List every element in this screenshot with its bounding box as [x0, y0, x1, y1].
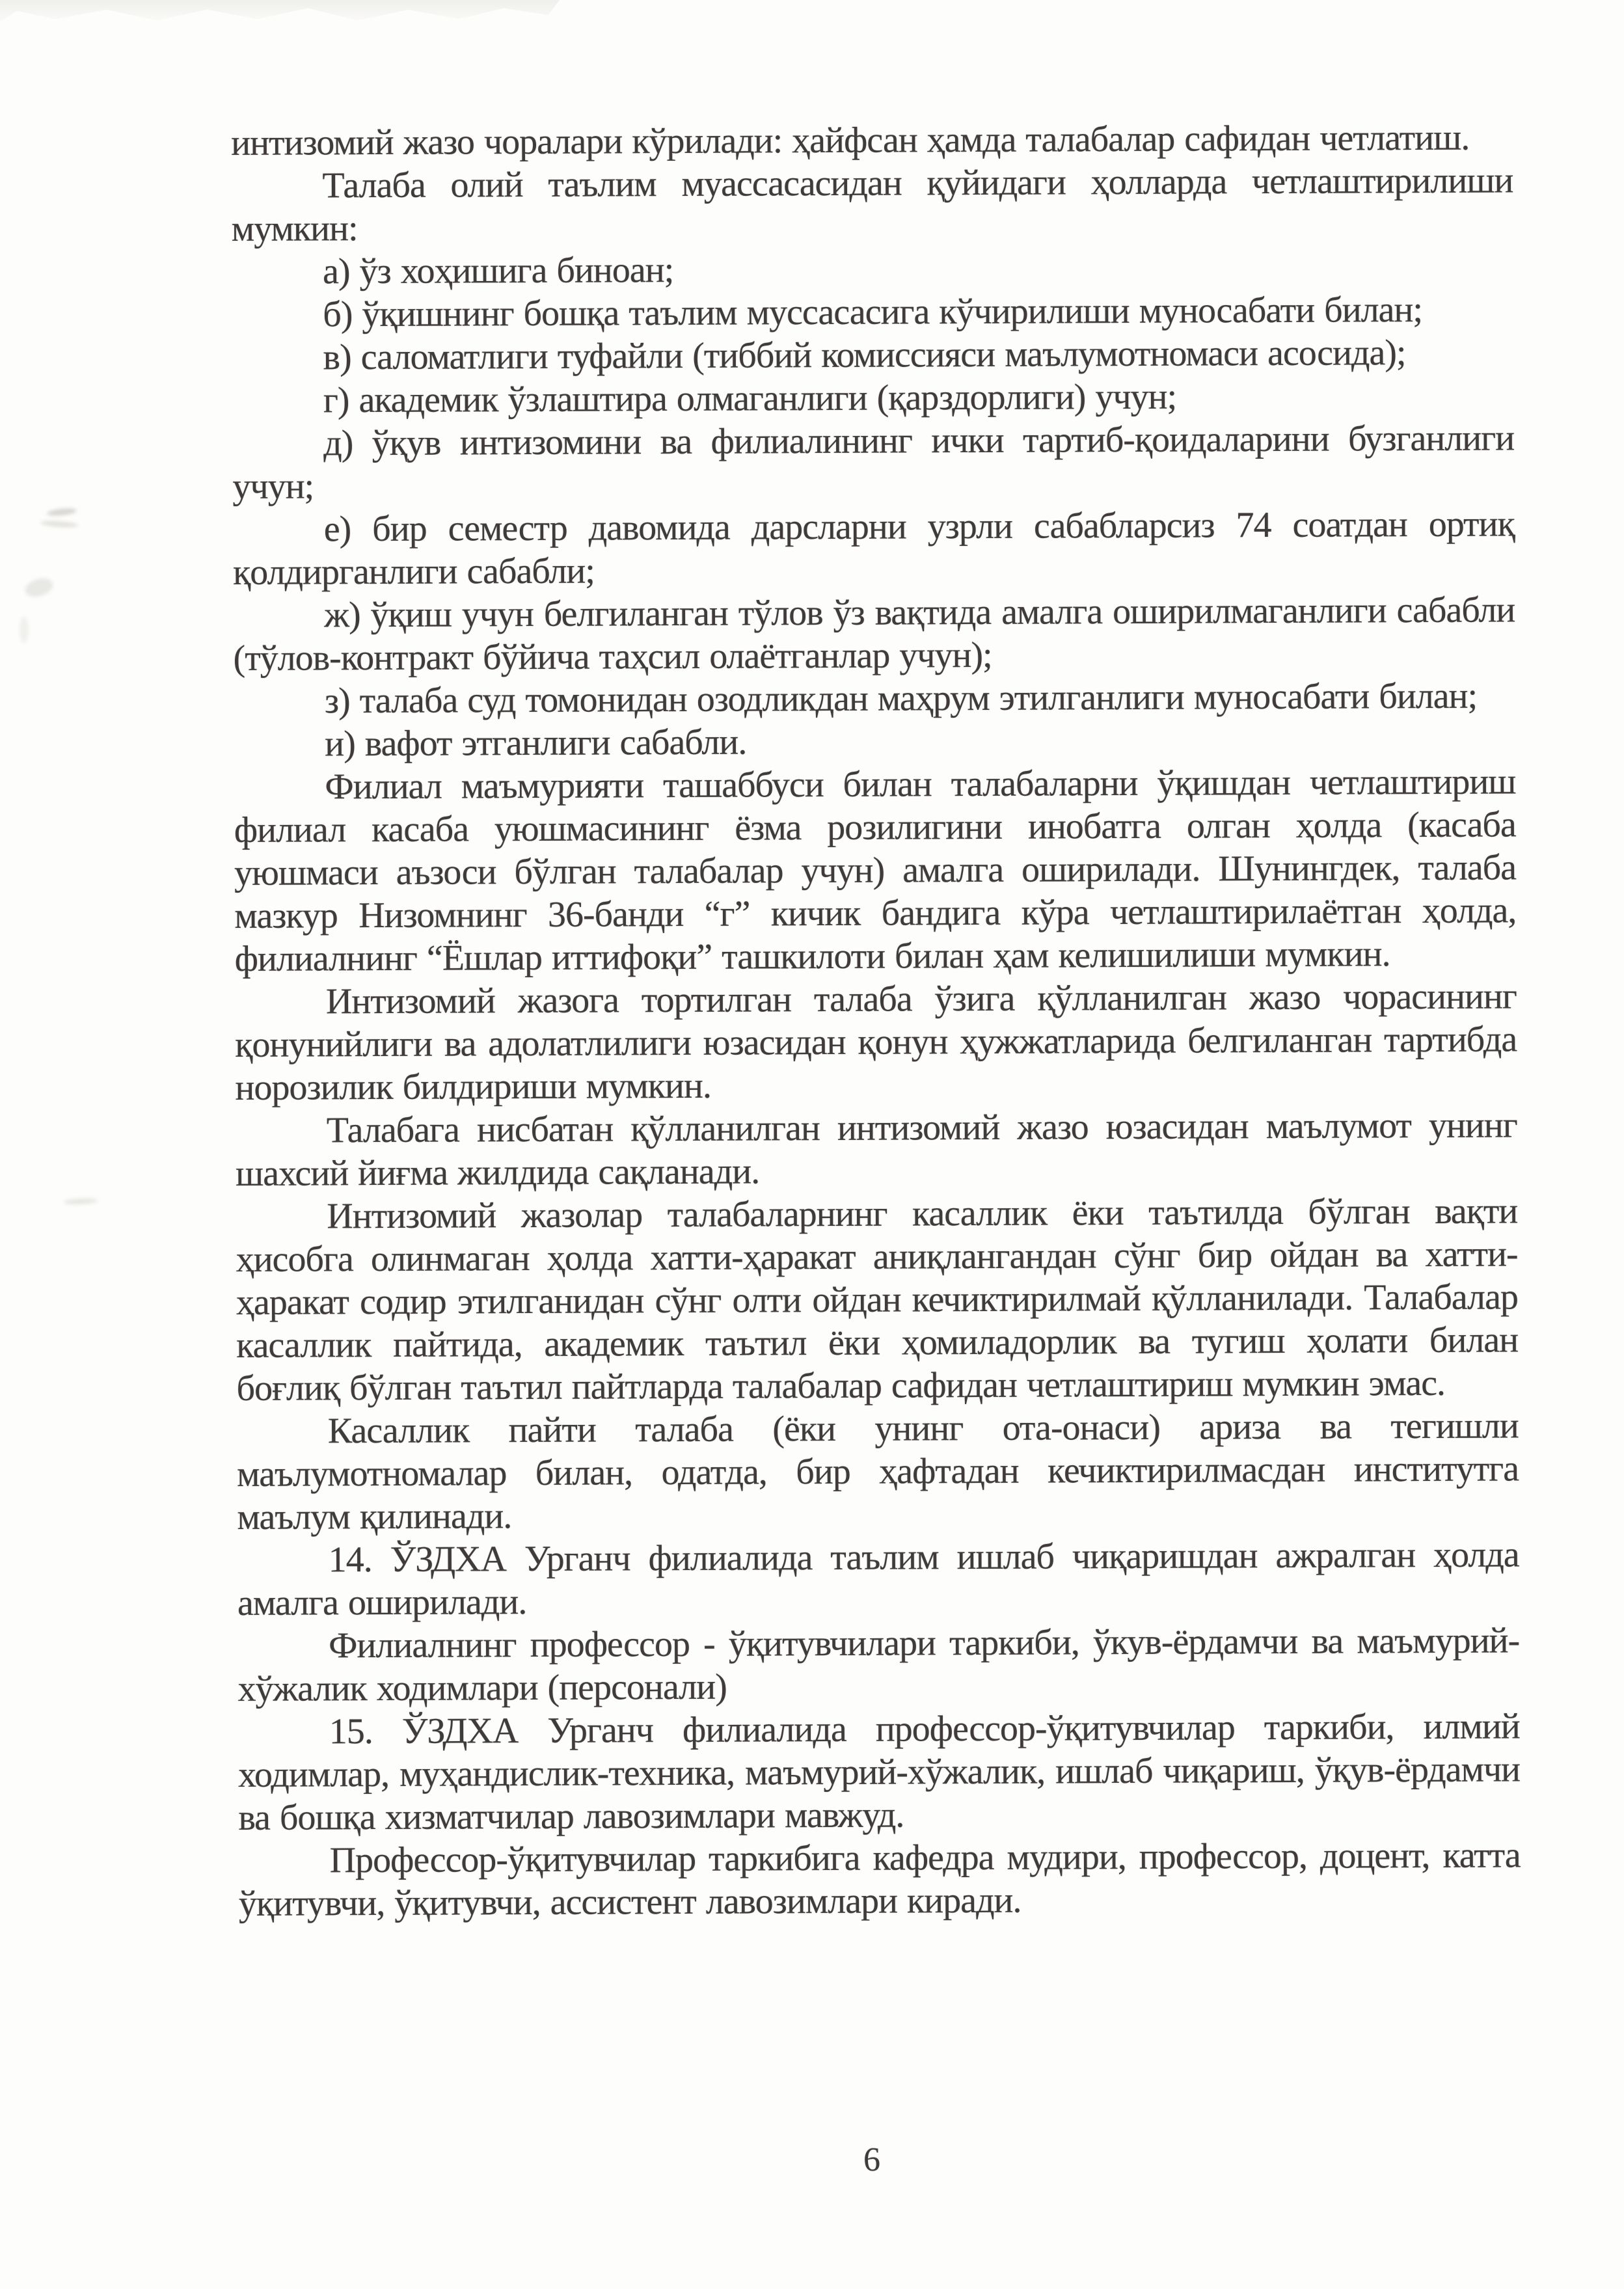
paragraph: 15. ЎЗДХА Урганч филиалида профессор-ўқитувчилар таркиби, илмий ходимлар, муҳандислик-техника, маъмурий-хўжалик, ишлаб чиқариш, ўқув-ёрдамчи ва бошқа хизматчилар лавозимлари мавжуд. [237, 1706, 1521, 1838]
document-body [231, 116, 1521, 1925]
paragraph: Талаба олий таълим муассасасидан қуйидаги ҳолларда четлаштирилиши мумкин: [231, 160, 1513, 249]
list-item: в) саломатлиги туфайли (тиббий комиссияси маълумотномаси асосида); [323, 332, 1406, 378]
scan-artifact-smudge [23, 575, 55, 600]
paragraph: 14. ЎЗДХА Урганч филиалида таълим ишлаб чиқаришдан ажралган ҳолда амалга оширилади. [237, 1534, 1519, 1623]
list-item: а) ўз хоҳишига биноан; [322, 250, 674, 292]
list-item: д) ўқув интизомини ва филиалининг ички тартиб-қоидаларини бузганлиги учун; [232, 418, 1515, 507]
scan-artifact-top-edge [0, 0, 560, 27]
scan-artifact-smudge [47, 508, 77, 517]
paragraph: Касаллик пайти талаба (ёки унинг ота-онаси) ариза ва тегишли маълумотномалар билан, одатда, бир ҳафтадан кечиктирилмасдан институтга маълум қилинади. [236, 1405, 1519, 1537]
paragraph: Интизомий жазолар талабаларнинг касаллик ёки таътилда бўлган вақти ҳисобга олинмаган ҳолда хатти-ҳаракат аниқлангандан сўнг бир ойдан ва хатти-ҳаракат содир этилганидан сўнг олти ойдан кечиктирилмай қўлланилади. Талабалар касаллик пайтида, академик таътил ёки ҳомиладорлик ва тугиш ҳолати билан боғлиқ бўлган таътил пайтларда талабалар сафидан четлаштириш мумкин эмас. [236, 1191, 1519, 1409]
scan-artifact-smudge [64, 1198, 98, 1206]
paragraph: интизомий жазо чоралари кўрилади: ҳайфсан ҳамда талабалар сафидан четлатиш. [231, 117, 1470, 163]
paragraph: Профессор-ўқитувчилар таркибига кафедра мудири, профессор, доцент, катта ўқитувчи, ўқитувчи, ассистент лавозимлари киради. [238, 1835, 1521, 1924]
scan-artifact-smudge [20, 617, 29, 643]
list-item: и) вафот этганлиги сабабли. [325, 722, 747, 765]
list-item: з) талаба суд томонидан озодликдан маҳрум этилганлиги муносабати билан; [324, 675, 1478, 722]
paragraph: Филиалнинг профессор - ўқитувчилари таркиби, ўкув-ёрдамчи ва маъмурий-хўжалик ходимлари (персонали) [237, 1620, 1520, 1709]
list-item: б) ўқишнинг бошқа таълим муссасасига кўчирилиши муносабати билан; [323, 290, 1423, 335]
list-item: ж) ўқиш учун белгиланган тўлов ўз вақтида амалга оширилмаганлиги сабабли (тўлов-контракт бўйича таҳсил олаётганлар учун); [233, 589, 1515, 679]
list-item: г) академик ўзлаштира олмаганлиги (қарздорлиги) учун; [323, 376, 1177, 421]
paragraph: Интизомий жазога тортилган талаба ўзига қўлланилган жазо чорасининг қонунийлиги ва адолатлилиги юзасидан қонун ҳужжатларида белгиланган тартибда норозилик билдириши мумкин. [235, 976, 1517, 1108]
page-number: 6 [863, 2141, 880, 2178]
scan-artifact-smudge [40, 520, 78, 528]
list-item: е) бир семестр давомида дарсларни узрли сабабларсиз 74 соатдан ортиқ қолдирганлиги сабабли; [232, 504, 1515, 593]
paragraph: Талабага нисбатан қўлланилган интизомий жазо юзасидан маълумот унинг шахсий йиғма жилдида сақланади. [235, 1105, 1517, 1194]
paragraph: Филиал маъмурияти ташаббуси билан талабаларни ўқишдан четлаштириш филиал касаба уюшмасининг ёзма розилигини инобатга олган ҳолда (касаба уюшмаси аъзоси бўлган талабалар учун) амалга оширилади. Шунингдек, талаба мазкур Низомнинг 36-банди “г” кичик бандига кўра четлаштирилаётган ҳолда, филиалнинг “Ёшлар иттифоқи” ташкилоти билан ҳам келишилиши мумкин. [234, 761, 1517, 979]
